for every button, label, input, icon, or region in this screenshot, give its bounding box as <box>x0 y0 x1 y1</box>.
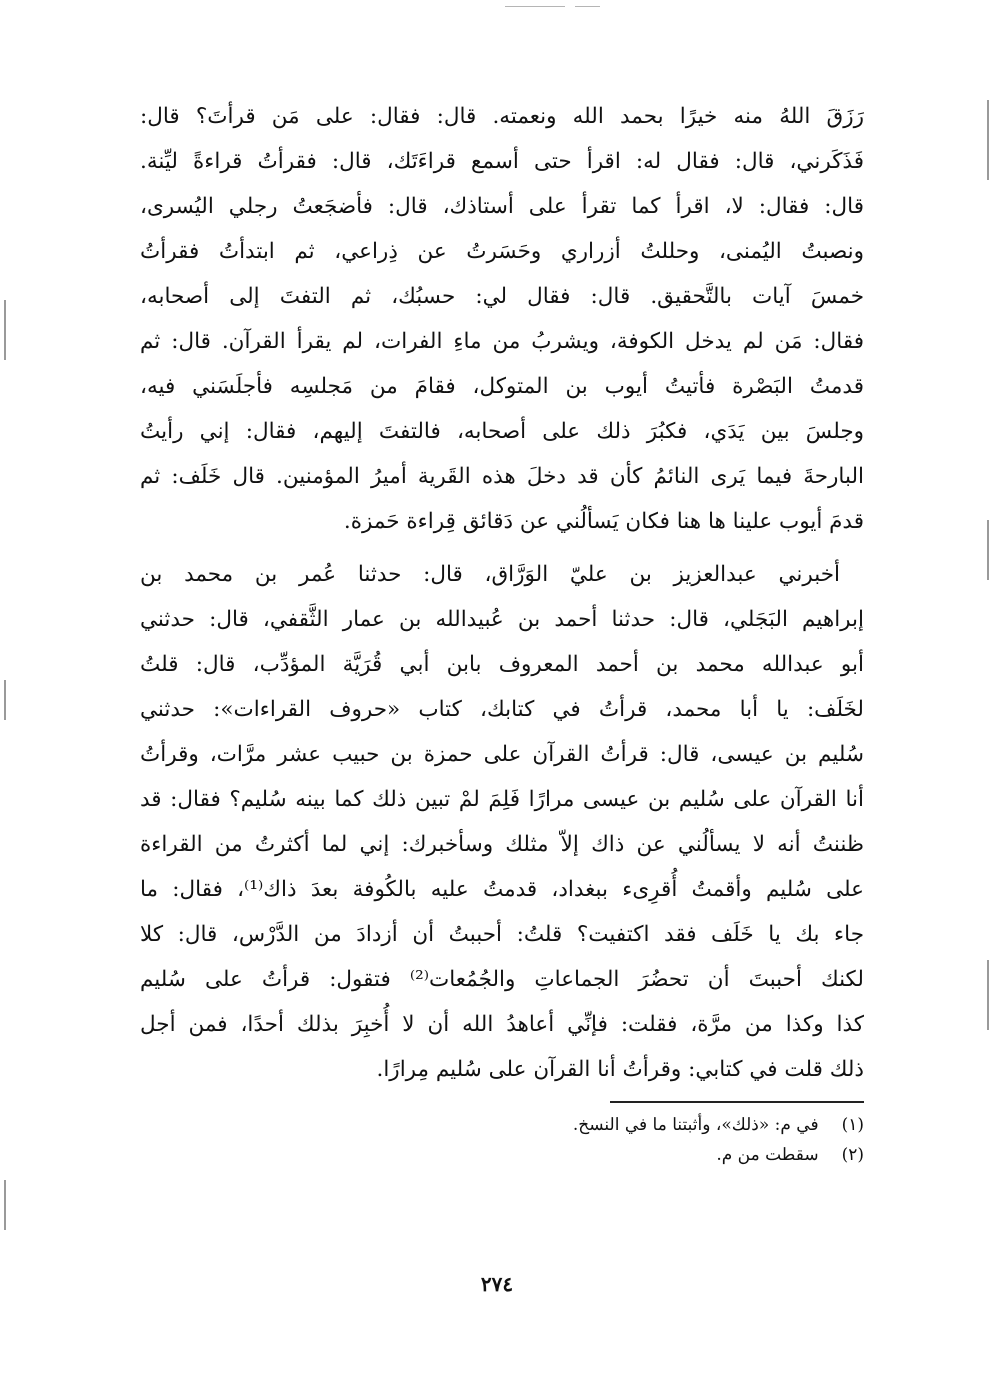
scan-edge-mark <box>987 100 989 180</box>
scan-edge-mark <box>987 520 989 580</box>
footnote-1 <box>440 1110 864 1140</box>
text-line: خمسَ آيات بالتَّحقيق. قال: فقال لي: حسبُك، ثم التفتَ إلى أصحابه، <box>140 284 864 309</box>
paragraph-2 <box>140 552 864 1092</box>
footnote-text: في م: «ذلك»، وأثبتنا ما في النسخ. <box>572 1115 819 1135</box>
text-line: أخبرني عبدالعزيز بن عليّ الوَرَّاق، قال: حدثنا عُمر بن محمد بن <box>140 562 840 587</box>
scan-edge-mark <box>987 960 989 1030</box>
text-line: على سُليم وأقمتُ أُقرِىء ببغداد، قدمتُ عليه بالكُوفة بعدَ ذاك⁽¹⁾، فقال: ما <box>140 877 864 902</box>
footnote-2 <box>440 1140 864 1170</box>
text-line: البارحةَ فيما يَرى النائمُ كأن قد دخلَ هذه القَرية أميرُ المؤمنين. قال خَلَف: ثم <box>140 464 864 489</box>
footnote-number: (١) <box>841 1115 864 1135</box>
scan-edge-mark <box>4 1180 6 1230</box>
text-line: ظننتُ أنه لا يسألُني عن ذاك إلاّ مثلك وسأخبرك: إني لما أكثرتُ من القراءة <box>140 832 864 857</box>
text-line: وجلسَ بين يَدَي، فكبُرَ ذلك على أصحابه، فالتفتَ إليهم، فقال: إني رأيتُ <box>140 419 864 444</box>
scan-top-mark <box>505 6 565 7</box>
text-line: لخَلَف: يا أبا محمد، قرأتُ في كتابك، كتاب «حروف القراءات»: حدثني <box>140 697 864 722</box>
text-line: جاء بك يا خَلَف فقد اكتفيت؟ قلتُ: أحببتُ أن أزدادَ من الدَّرْس، قال: كلا <box>140 922 864 947</box>
text-line: أبو عبدالله محمد بن أحمد المعروف بابن أبي قُرَيَّة المؤدِّب، قال: قلتُ <box>140 652 864 677</box>
text-line: سُليم بن عيسى، قال: قرأتُ القرآن على حمزة بن حبيب عشر مرَّات، وقرأتُ <box>140 742 864 767</box>
text-line: لكنك أحببتَ أن تحضُرَ الجماعاتِ والجُمُعات⁽²⁾ فتقول: قرأتُ على سُليم <box>140 967 864 992</box>
text-line: ونصبتُ اليُمنى، وحللتُ أزراري وحَسَرتُ عن ذِراعي، ثم ابتدأتُ فقرأتُ <box>140 239 864 264</box>
footnote-divider <box>610 1101 864 1103</box>
paragraph-1 <box>140 94 864 544</box>
footnote-text: سقطت من م. <box>716 1145 819 1165</box>
footnotes <box>440 1110 864 1170</box>
text-line: ذلك قلت في كتابي: وقرأتُ أنا القرآن على سُليم مِرارًا. <box>376 1057 864 1082</box>
text-line: فقال: مَن لم يدخل الكوفة، ويشربُ من ماءِ الفرات، لم يقرأ القرآن. قال: ثم <box>140 329 864 354</box>
text-line: إبراهيم البَجَلي، قال: حدثنا أحمد بن عُبيدالله بن عمار الثَّقفي، قال: حدثني <box>140 607 864 632</box>
text-line: فَذَكَرني، قال: فقال له: اقرأ حتى أسمع قراءَتَك، قال: فقرأتُ قراءةً ليِّنة. <box>140 149 864 174</box>
scan-edge-mark <box>4 300 6 360</box>
text-line: قدمتُ البَصْرة فأتيتُ أيوب بن المتوكل، فقامَ من مَجلسِه فأجلَسَني فيه، <box>140 374 864 399</box>
footnote-number: (٢) <box>841 1145 864 1165</box>
text-line: قال: فقال: لا، اقرأ كما تقرأ على أستاذك، قال: فأضجَعتُ رجلي اليُسرى، <box>140 194 864 219</box>
scan-top-mark <box>575 6 600 7</box>
text-line: أنا القرآن على سُليم بن عيسى مرارًا فَلِمَ لمْ تبين ذلك كما بينه سُليم؟ فقال: قد <box>140 787 864 812</box>
text-line: قدمَ أيوب علينا ها هنا فكان يَسألُني عن دَقائق قِراءة حَمزة. <box>343 509 864 534</box>
scan-edge-mark <box>4 680 6 720</box>
text-line: كذا وكذا من مرَّة، فقلت: فإنِّي أعاهدُ الله أن لا أُخبِرَ بذلك أحدًا، فمن أجل <box>140 1012 864 1037</box>
text-line: رَزَقَ اللهُ منه خيرًا بحمد الله ونعمته. قال: فقال: على مَن قرأتَ؟ قال: <box>140 104 864 129</box>
page-number: ٢٧٤ <box>480 1272 514 1296</box>
